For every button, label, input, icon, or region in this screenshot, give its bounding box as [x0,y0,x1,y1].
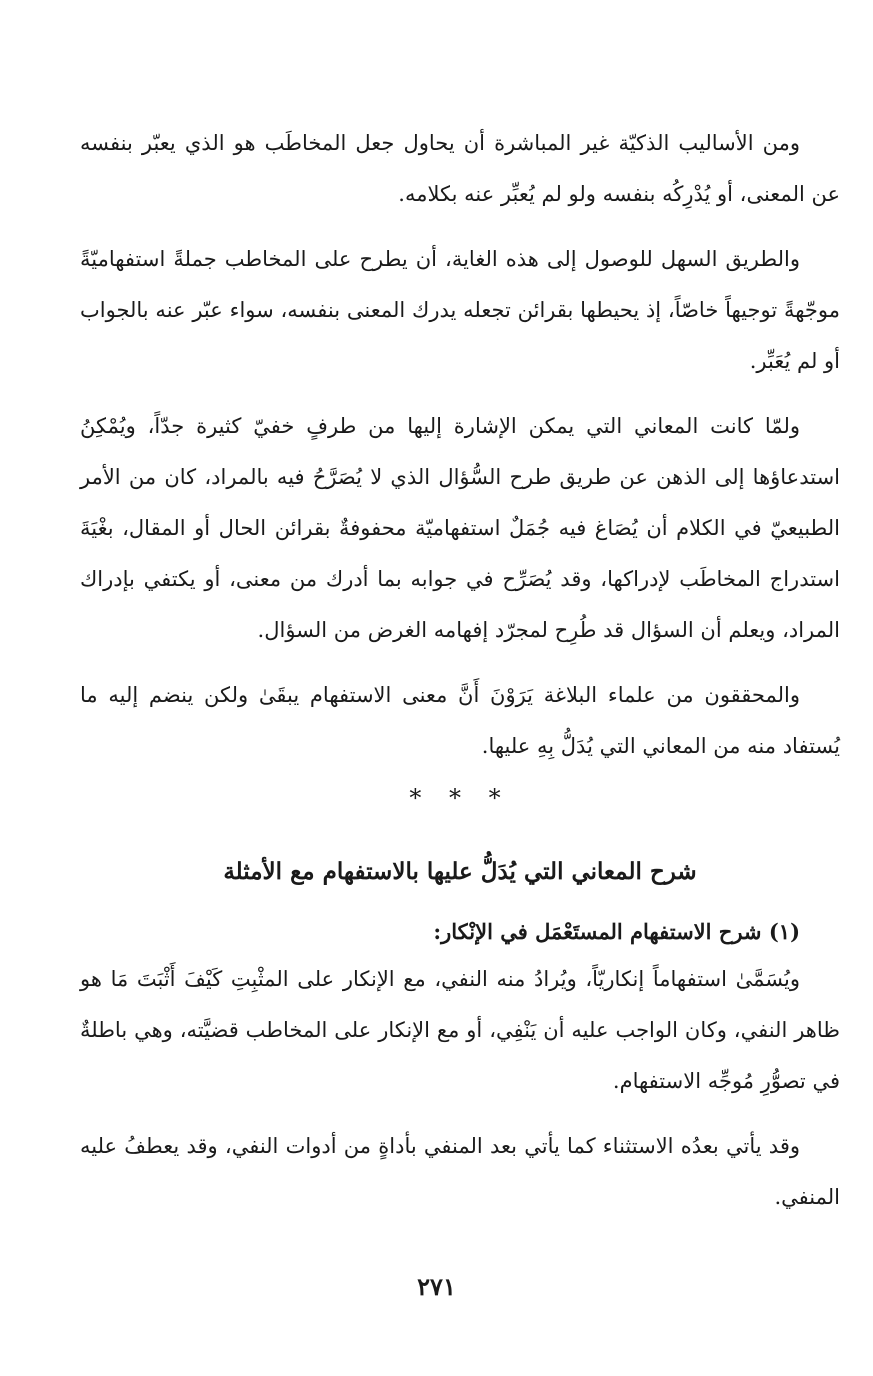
paragraph-indirect-styles: ومن الأساليب الذكيّة غير المباشرة أن يحاول جعل المخاطَب هو الذي يعبّر بنفسه عن المعنى، أو يُدْرِكُه بنفسه ولو لم يُعبِّر عنه بكلامه. [80,131,840,206]
section-heading: شرح المعاني التي يُدَلُّ عليها بالاستفهام مع الأمثلة [223,858,697,885]
book-page [80,118,840,1237]
paragraph-easy-path: والطريق السهل للوصول إلى هذه الغاية، أن يطرح على المخاطب جملةً استفهاميّةً موجّهةً توجيهاً خاصّاً، إذ يحيطها بقرائن تجعله يدرك المعنى بنفسه، سواء عبّر عنه بالجواب أو لم يُعَبِّر. [80,247,840,373]
paragraph-exception: وقد يأتي بعدُه الاستثناء كما يأتي بعد المنفي بأداةٍ من أدوات النفي، وقد يعطفُ عليه المنفي. [80,1134,840,1209]
page-number: ٢٧١ [417,1272,456,1301]
paragraph-rhetoric-scholars: والمحققون من علماء البلاغة يَرَوْنَ أَنَّ معنى الاستفهام يبقَىٰ ولكن ينضم إليه ما يُستفاد منه من المعاني التي يُدَلُّ بِهِ عليها. [80,683,840,758]
paragraph-denial-question: ويُسَمَّىٰ استفهاماً إنكاريّاً، ويُرادُ منه النفي، مع الإنكار على المثْبِتِ كَيْفَ أَثْبَتَ مَا هو ظاهر النفي، وكان الواجب عليه أن يَنْفِي، أو مع الإنكار على المخاطب قضيَّته، وهي باطلةٌ في تصوُّرِ مُوجِّه الاستفهام. [80,967,840,1093]
subsection-heading: (١) شرح الاستفهام المستَعْمَل في الإنْكار: [433,919,800,944]
paragraph-hidden-meanings: ولمّا كانت المعاني التي يمكن الإشارة إليها من طرفٍ خفيّ كثيرة جدّاً، ويُمْكِنُ استدعاؤها إلى الذهن عن طريق طرح السُّؤال الذي لا يُصَرَّحُ فيه بالمراد، كان من الأمر الطبيعيّ في الكلام أن يُصَاغ فيه جُمَلٌ استفهاميّة محفوفةٌ بقرائن الحال أو المقال، بغْيَةَ استدراج المخاطَب لإدراكها، وقد يُصَرِّح في جوابه بما أدرك من معنى، أو يكتفي بإدراك المراد، ويعلم أن السؤال قد طُرِح لمجرّد إفهامه الغرض من السؤال. [80,414,840,642]
section-separator: * * * [409,784,511,812]
